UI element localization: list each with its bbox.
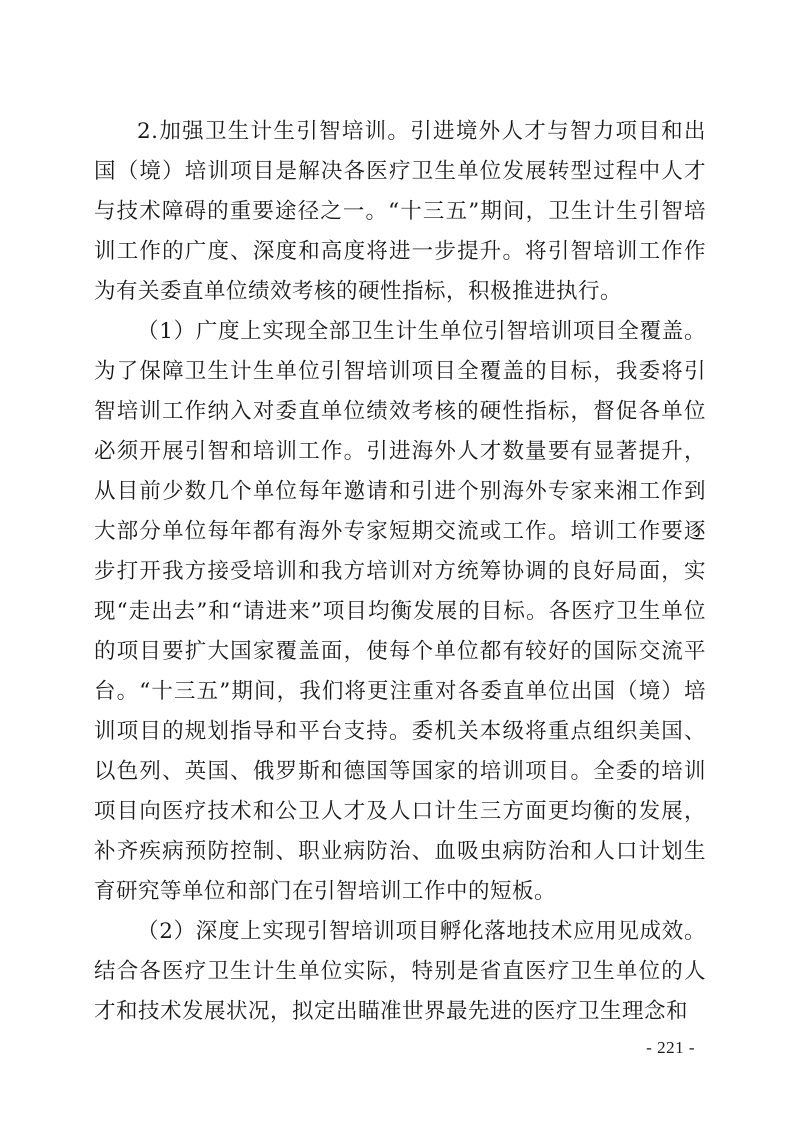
page-number: - 221 -	[646, 1038, 695, 1057]
paragraph-3: （2）深度上实现引智培训项目孵化落地技术应用见成效。结合各医疗卫生计生单位实际，特别是省直医疗卫生单位的人才和技术发展状况，拟定出瞄准世界最先进的医疗卫生理念和	[94, 919, 706, 1024]
paragraph-1: 2.加强卫生计生引智培训。引进境外人才与智力项目和出国（境）培训项目是解决各医疗卫生单位发展转型过程中人才与技术障碍的重要途径之一。“十三五”期间，卫生计生引智培训工作的广度、深度和高度将进一步提升。将引智培训工作作为有关委直单位绩效考核的硬性指标，积极推进执行。	[94, 119, 706, 304]
body-text	[94, 112, 706, 1032]
paragraph-2: （1）广度上实现全部卫生计生单位引智培训项目全覆盖。为了保障卫生计生单位引智培训项目全覆盖的目标，我委将引智培训工作纳入对委直单位绩效考核的硬性指标，督促各单位必须开展引智和培训工作。引进海外人才数量要有显著提升，从目前少数几个单位每年邀请和引进个别海外专家来湘工作到大部分单位每年都有海外专家短期交流或工作。培训工作要逐步打开我方接受培训和我方培训对方统筹协调的良好局面，实现“走出去”和“请进来”项目均衡发展的目标。各医疗卫生单位的项目要扩大国家覆盖面，使每个单位都有较好的国际交流平台。“十三五”期间，我们将更注重对各委直单位出国（境）培训项目的规划指导和平台支持。委机关本级将重点组织美国、以色列、英国、俄罗斯和德国等国家的培训项目。全委的培训项目向医疗技术和公卫人才及人口计生三方面更均衡的发展，补齐疾病预防控制、职业病防治、血吸虫病防治和人口计划生育研究等单位和部门在引智培训工作中的短板。	[94, 319, 706, 904]
